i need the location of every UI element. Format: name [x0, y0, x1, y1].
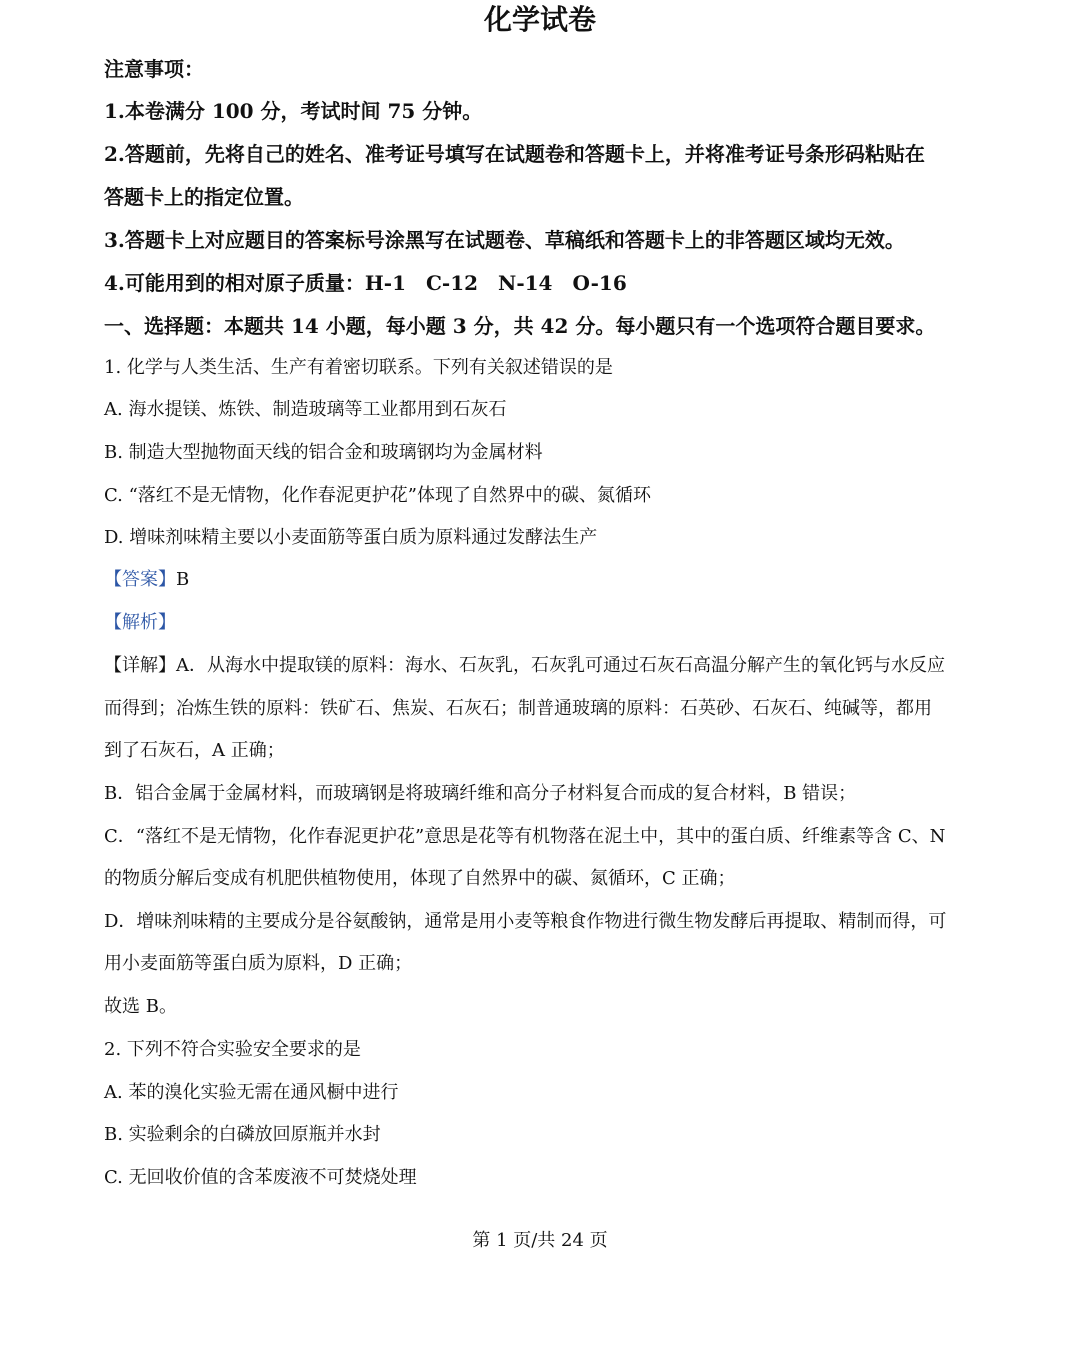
notice-item: 4.可能用到的相对原子质量：H-1 C-12 N-14 O-16 — [104, 271, 627, 295]
page-footer: 第 1 页/共 24 页 — [472, 1230, 608, 1251]
q1-detail-line: C．“落红不是无情物，化作春泥更护花”意思是花等有机物落在泥土中，其中的蛋白质、纤维素等含 C、N — [104, 826, 946, 847]
q1-detail-line: 到了石灰石，A 正确； — [104, 740, 285, 761]
answer-tag: 【答案】 — [104, 569, 176, 590]
q2-option-c: C. 无回收价值的含苯废液不可焚烧处理 — [104, 1167, 417, 1188]
question-1-stem: 1. 化学与人类生活、生产有着密切联系。下列有关叙述错误的是 — [104, 357, 613, 378]
q1-answer — [104, 567, 1004, 593]
q2-option-b: B. 实验剩余的白磷放回原瓶并水封 — [104, 1124, 381, 1145]
q1-analysis-tag — [104, 610, 1004, 636]
q1-detail-line: D．增味剂味精的主要成分是谷氨酸钠，通常是用小麦等粮食作物进行微生物发酵后再提取、精制而得，可 — [104, 911, 947, 932]
page-title: 化学试卷 — [483, 3, 596, 36]
q1-option-b: B. 制造大型抛物面天线的铝合金和玻璃钢均为金属材料 — [104, 442, 543, 463]
q1-detail-line: B．铝合金属于金属材料，而玻璃钢是将玻璃纤维和高分子材料复合而成的复合材料，B 错误； — [104, 783, 857, 804]
question-2-stem: 2. 下列不符合实验安全要求的是 — [104, 1039, 361, 1060]
q1-detail-line: 的物质分解后变成有机肥供植物使用，体现了自然界中的碳、氮循环，C 正确； — [104, 868, 736, 889]
notice-item: 3.答题卡上对应题目的答案标号涂黑写在试题卷、草稿纸和答题卡上的非答题区域均无效。 — [104, 228, 905, 252]
q1-option-c: C. “落红不是无情物，化作春泥更护花”体现了自然界中的碳、氮循环 — [104, 485, 651, 506]
q1-option-a: A. 海水提镁、炼铁、制造玻璃等工业都用到石灰石 — [104, 399, 507, 420]
q1-option-d: D. 增味剂味精主要以小麦面筋等蛋白质为原料通过发酵法生产 — [104, 527, 598, 548]
notice-heading: 注意事项： — [104, 57, 204, 81]
q2-option-a: A. 苯的溴化实验无需在通风橱中进行 — [104, 1082, 399, 1103]
q1-detail-line — [104, 653, 1004, 679]
notice-item: 答题卡上的指定位置。 — [104, 185, 304, 209]
analysis-tag: 【解析】 — [104, 612, 176, 633]
detail-tag: 【详解】 — [104, 655, 176, 676]
detail-text: A．从海水中提取镁的原料：海水、石灰乳，石灰乳可通过石灰石高温分解产生的氧化钙与水反应 — [176, 655, 945, 676]
notice-item: 1.本卷满分 100 分，考试时间 75 分钟。 — [104, 99, 483, 123]
answer-value: B — [176, 569, 190, 590]
q1-detail-line: 而得到；冶炼生铁的原料：铁矿石、焦炭、石灰石；制普通玻璃的原料：石英砂、石灰石、纯碱等，都用 — [104, 698, 932, 719]
notice-item: 2.答题前，先将自己的姓名、准考证号填写在试题卷和答题卡上，并将准考证号条形码粘贴在 — [104, 142, 925, 166]
section-heading: 一、选择题：本题共 14 小题，每小题 3 分，共 42 分。每小题只有一个选项符合题目要求。 — [104, 314, 936, 338]
q1-detail-line: 故选 B。 — [104, 996, 177, 1017]
q1-detail-line: 用小麦面筋等蛋白质为原料，D 正确； — [104, 953, 413, 974]
